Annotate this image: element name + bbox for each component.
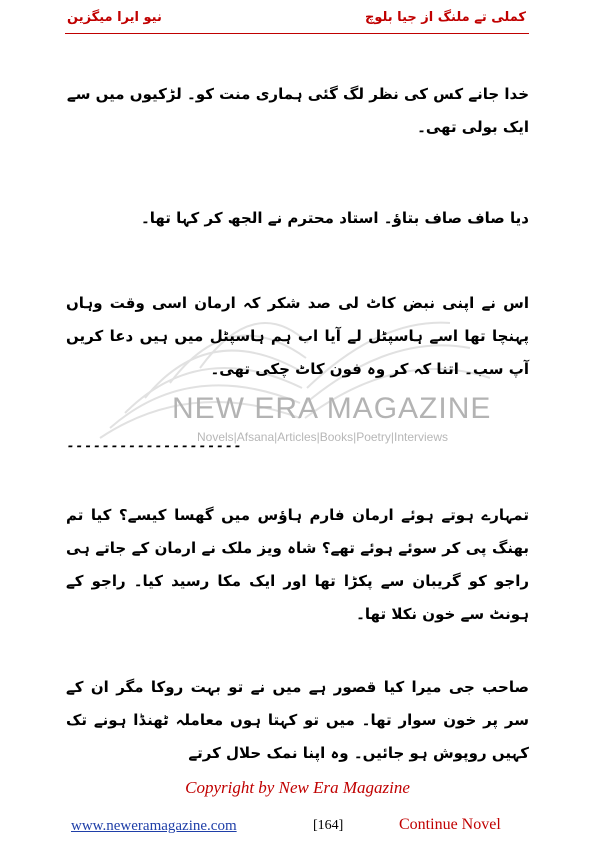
paragraph: صاحب جی میرا کیا قصور ہے میں نے تو بہت روکا مگر ان کے سر پر خون سوار تھا۔ میں تو کہتا ہوں معاملہ ٹھنڈا ہونے تک کہیں روپوش ہو جائیں۔ وہ اپنا نمک حلال کرتے <box>66 678 529 762</box>
paragraph: تمہارے ہوتے ہوئے ارمان فارم ہاؤس میں گھسا کیسے؟ کیا تم بھنگ پی کر سوئے ہوئے تھے؟ شاہ ویز ملک نے ارمان کے جاتے ہی راجو کو گریبان سے پکڑا تھا اور ایک مکا رسید کیا۔ راجو کے ہونٹ سے خون نکلا تھا۔ <box>66 506 529 623</box>
continue-novel-link[interactable]: Continue Novel <box>399 816 501 833</box>
header-divider <box>65 33 529 34</box>
section-divider: ۔۔۔۔۔۔۔۔۔۔۔۔۔۔۔۔۔۔۔۔ <box>66 433 242 451</box>
paragraph: دیا صاف صاف بتاؤ۔ استاد محترم نے الجھ کر کہا تھا۔ <box>140 209 529 227</box>
paragraph: خدا جانے کس کی نظر لگ گئی ہماری منت کو۔ لڑکیوں میں سے ایک بولی تھی۔ <box>66 85 529 136</box>
watermark-subtitle: Novels|Afsana|Articles|Books|Poetry|Interviews <box>197 430 449 444</box>
paragraph: اس نے اپنی نبض کاٹ لی صد شکر کہ ارمان اسی وقت وہاں پہنچا تھا اسے ہاسپٹل لے آیا اب ہم ہاسپٹل میں ہیں دعا کریں آپ سب۔ اتنا کہ کر وہ فون کاٹ چکی تھی۔ <box>66 294 529 378</box>
watermark-title: NEW ERA MAGAZINE <box>172 392 492 425</box>
copyright-notice: Copyright by New Era Magazine <box>185 778 410 797</box>
website-link[interactable]: www.neweramagazine.com <box>71 818 237 834</box>
novel-title: کملی تے ملنگ از جیا بلوچ <box>364 10 526 25</box>
magazine-title: نیو ایرا میگزین <box>67 10 162 25</box>
page-number: [164] <box>313 818 344 833</box>
article-body <box>66 78 529 770</box>
